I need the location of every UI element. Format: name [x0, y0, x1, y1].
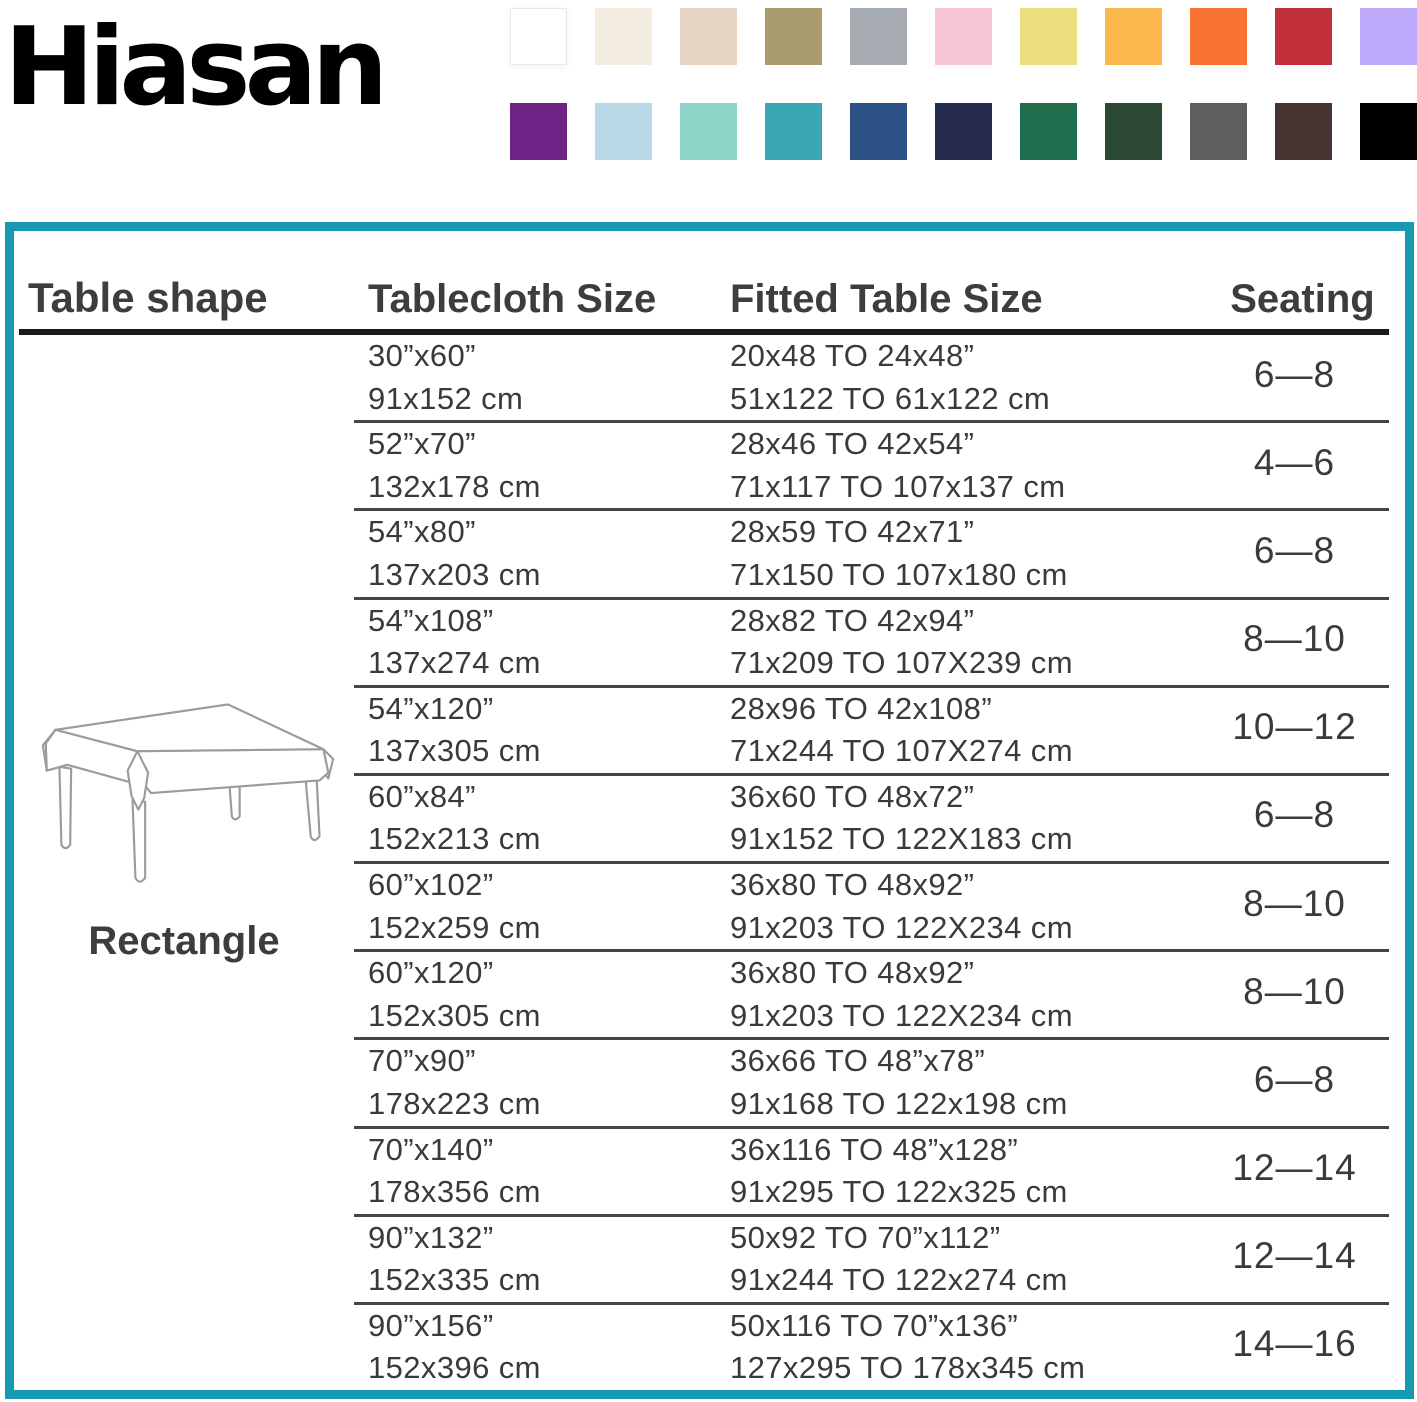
color-swatch-steel-blue — [850, 103, 907, 160]
size-row — [354, 511, 1389, 599]
size-row — [354, 1129, 1389, 1217]
size-text: 71x117 TO 107x137 cm — [730, 468, 1066, 504]
size-text: 36x80 TO 48x92” — [730, 867, 975, 903]
size-text: 51x122 TO 61x122 cm — [730, 380, 1051, 416]
tablecloth-size-cell — [354, 428, 730, 503]
tablecloth-size-cell — [354, 516, 730, 591]
size-row — [354, 1040, 1389, 1128]
fitted-table-size-cell — [730, 428, 1200, 503]
size-text: 90”x156” — [368, 1307, 494, 1343]
color-swatch-forest-green — [1105, 103, 1162, 160]
color-swatch-pink — [935, 8, 992, 65]
color-swatch-aqua — [680, 103, 737, 160]
color-swatch-lavender — [1360, 8, 1417, 65]
size-text: 137x203 cm — [368, 556, 541, 592]
size-text: 60”x84” — [368, 778, 476, 814]
header-tablecloth-size: Tablecloth Size — [368, 277, 657, 321]
color-swatch-marigold — [1105, 8, 1162, 65]
size-text: 91x152 TO 122X183 cm — [730, 821, 1073, 857]
size-text: 50x116 TO 70”x136” — [730, 1307, 1019, 1343]
color-swatch-teal — [765, 103, 822, 160]
size-text: 152x396 cm — [368, 1350, 541, 1386]
size-text: 137x305 cm — [368, 733, 541, 769]
size-text: 137x274 cm — [368, 645, 541, 681]
size-text: 30”x60” — [368, 338, 476, 374]
size-text: 70”x140” — [368, 1131, 494, 1167]
tablecloth-size-cell — [354, 1045, 730, 1120]
size-text: 54”x108” — [368, 602, 494, 638]
color-swatch-green — [1020, 103, 1077, 160]
size-text: 60”x120” — [368, 955, 494, 991]
size-text: 20x48 TO 24x48” — [730, 338, 975, 374]
size-text: 60”x102” — [368, 867, 494, 903]
color-swatch-white — [510, 8, 567, 65]
size-text: 36x66 TO 48”x78” — [730, 1043, 986, 1079]
size-text: 178x223 cm — [368, 1085, 541, 1121]
fitted-table-size-cell — [730, 340, 1200, 415]
seating-cell: 8—10 — [1243, 882, 1346, 924]
fitted-table-size-cell — [730, 1307, 1200, 1386]
brand-logo: Hiasan — [4, 5, 383, 130]
size-text: 152x305 cm — [368, 997, 541, 1033]
color-swatch-purple — [510, 103, 567, 160]
seating-cell: 6—8 — [1253, 1058, 1336, 1100]
color-swatch-beige — [680, 8, 737, 65]
fitted-table-size-cell — [730, 1045, 1200, 1120]
size-row — [354, 600, 1389, 688]
size-text: 127x295 TO 178x345 cm — [730, 1350, 1086, 1386]
size-row — [354, 776, 1389, 864]
size-row — [354, 1217, 1389, 1305]
size-text: 52”x70” — [368, 426, 476, 462]
size-chart-body — [14, 335, 1405, 1390]
size-text: 152x213 cm — [368, 821, 541, 857]
size-text: 71x209 TO 107X239 cm — [730, 645, 1073, 681]
size-row — [354, 864, 1389, 952]
size-text: 36x80 TO 48x92” — [730, 955, 975, 991]
seating-cell: 6—8 — [1253, 353, 1336, 395]
color-swatch-red — [1275, 8, 1332, 65]
fitted-table-size-cell — [730, 869, 1200, 944]
size-text: 91x203 TO 122X234 cm — [730, 909, 1073, 945]
shape-label: Rectangle — [88, 918, 280, 963]
tablecloth-size-cell — [354, 869, 730, 944]
size-text: 54”x120” — [368, 690, 494, 726]
seating-cell: 4—6 — [1253, 441, 1336, 483]
size-text: 54”x80” — [368, 514, 476, 550]
color-swatch-pale-yellow — [1020, 8, 1077, 65]
tablecloth-size-cell — [354, 1219, 730, 1298]
fitted-table-size-cell — [730, 957, 1200, 1032]
header-fitted-table-size: Fitted Table Size — [730, 277, 1043, 321]
fitted-table-size-cell — [730, 1219, 1200, 1298]
fitted-table-size-cell — [730, 602, 1200, 681]
size-row — [354, 1305, 1389, 1390]
swatch-row-1 — [510, 8, 1417, 65]
tablecloth-size-cell — [354, 957, 730, 1032]
tablecloth-size-cell — [354, 690, 730, 769]
size-text: 28x82 TO 42x94” — [730, 602, 975, 638]
size-text: 152x335 cm — [368, 1262, 541, 1298]
size-row — [354, 335, 1389, 423]
size-text: 91x152 cm — [368, 380, 524, 416]
size-text: 71x244 TO 107X274 cm — [730, 733, 1073, 769]
tablecloth-size-cell — [354, 1307, 730, 1386]
swatch-row-2 — [510, 103, 1417, 160]
tablecloth-size-cell — [354, 602, 730, 681]
size-text: 70”x90” — [368, 1043, 476, 1079]
size-row — [354, 688, 1389, 776]
size-text: 132x178 cm — [368, 468, 541, 504]
tablecloth-size-cell — [354, 1131, 730, 1210]
rectangle-table-icon — [38, 683, 340, 892]
size-text: 28x46 TO 42x54” — [730, 426, 975, 462]
tablecloth-size-cell — [354, 778, 730, 857]
size-text: 71x150 TO 107x180 cm — [730, 556, 1068, 592]
size-row — [354, 952, 1389, 1040]
seating-cell: 6—8 — [1253, 794, 1336, 836]
fitted-table-size-cell — [730, 778, 1200, 857]
size-text: 36x60 TO 48x72” — [730, 778, 975, 814]
size-text: 91x295 TO 122x325 cm — [730, 1174, 1068, 1210]
seating-cell: 14—16 — [1232, 1323, 1357, 1365]
color-swatch-brown — [1275, 103, 1332, 160]
size-text: 91x203 TO 122X234 cm — [730, 997, 1073, 1033]
fitted-table-size-cell — [730, 1131, 1200, 1210]
seating-cell: 12—14 — [1232, 1235, 1357, 1277]
seating-cell: 8—10 — [1243, 618, 1346, 660]
size-text: 28x59 TO 42x71” — [730, 514, 975, 550]
size-text: 91x168 TO 122x198 cm — [730, 1085, 1068, 1121]
color-swatch-navy — [935, 103, 992, 160]
size-text: 36x116 TO 48”x128” — [730, 1131, 1019, 1167]
fitted-table-size-cell — [730, 516, 1200, 591]
seating-cell: 12—14 — [1232, 1147, 1357, 1189]
size-text: 90”x132” — [368, 1219, 494, 1255]
seating-cell: 10—12 — [1232, 706, 1357, 748]
size-text: 50x92 TO 70”x112” — [730, 1219, 1001, 1255]
seating-cell: 6—8 — [1253, 529, 1336, 571]
fitted-table-size-cell — [730, 690, 1200, 769]
color-swatch-dark-gray — [1190, 103, 1247, 160]
table-shape-column — [14, 335, 354, 1390]
seating-cell: 8—10 — [1243, 970, 1346, 1012]
size-chart-header — [14, 231, 1405, 319]
size-chart — [5, 222, 1414, 1399]
header-seating: Seating — [1230, 277, 1375, 321]
size-text: 91x244 TO 122x274 cm — [730, 1262, 1068, 1298]
size-row — [354, 423, 1389, 511]
color-swatch-orange — [1190, 8, 1247, 65]
tablecloth-size-cell — [354, 340, 730, 415]
color-swatch-light-blue — [595, 103, 652, 160]
size-rows — [354, 335, 1389, 1390]
color-swatch-black — [1360, 103, 1417, 160]
size-text: 178x356 cm — [368, 1174, 541, 1210]
header-table-shape: Table shape — [28, 274, 268, 321]
size-text: 152x259 cm — [368, 909, 541, 945]
color-swatch-silver-gray — [850, 8, 907, 65]
size-text: 28x96 TO 42x108” — [730, 690, 993, 726]
color-swatch-khaki — [765, 8, 822, 65]
color-swatch-ivory — [595, 8, 652, 65]
